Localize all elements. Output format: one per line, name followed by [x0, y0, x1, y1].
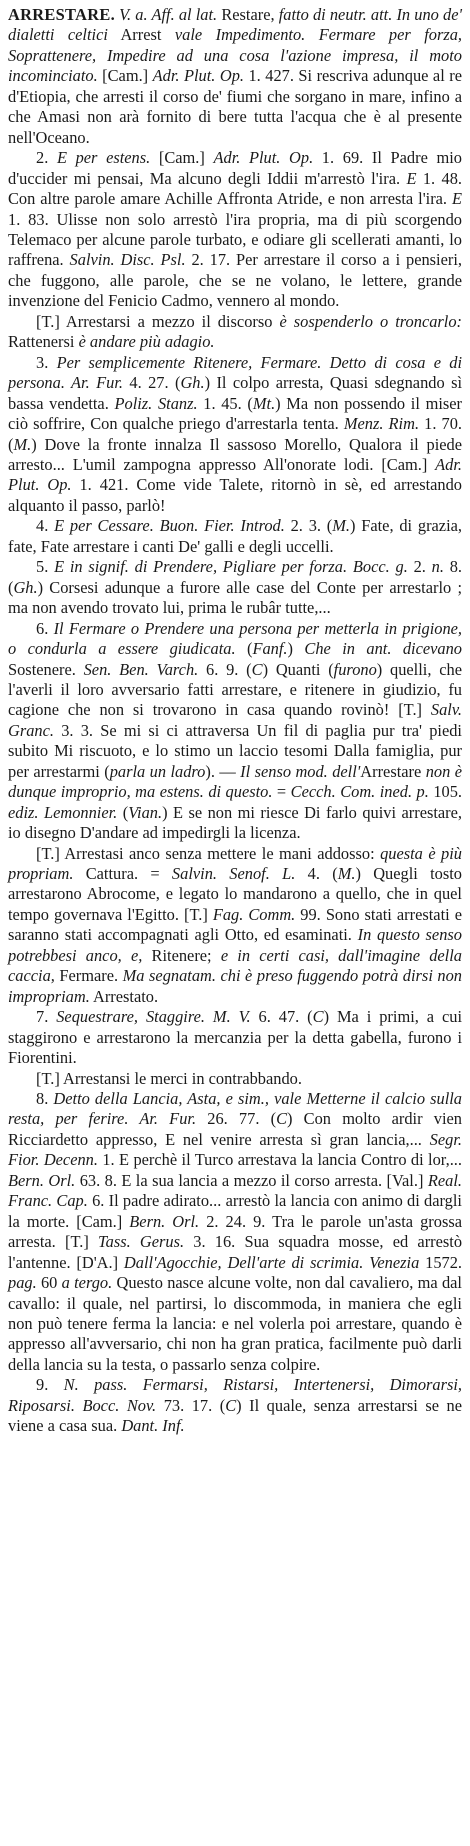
italic-text: E [406, 168, 417, 188]
body-text: 4. [36, 516, 55, 536]
body-text: ). — [205, 761, 241, 781]
body-text: ) Con molto ardir vien Ricciardetto appresso, E nel venire arresta sì gran lancia,... [8, 1109, 462, 1149]
body-text: 8. ( [8, 557, 462, 597]
body-text: 2. 3. ( [284, 516, 333, 536]
body-text: ( [235, 639, 253, 659]
italic-text: parla un ladro [109, 761, 206, 781]
italic-text: n. [431, 557, 444, 577]
italic-text: Per semplicemente Ritenere, Fermare. Detto di cosa e di persona. Ar. Fur. [8, 352, 463, 393]
entry-paragraph-2 [8, 312, 462, 353]
italic-text: Adr. Plut. Op. [8, 454, 462, 495]
italic-text: Gh. [180, 373, 205, 393]
italic-text: N. pass. Fermarsi, Ristarsi, Intertenersi, Dimorarsi, Riposarsi. Bocc. Nov. [8, 1375, 462, 1415]
entry-paragraph-4 [8, 516, 462, 557]
body-text: 8. [36, 1089, 54, 1109]
italic-text: C [312, 1007, 324, 1027]
italic-text: M. [337, 864, 356, 884]
italic-text: è andare più adagio. [78, 332, 215, 352]
italic-text: V. a. Aff. al lat. [114, 5, 218, 24]
italic-text: Bern. Orl. [8, 1170, 76, 1190]
body-text: ) Corsesi adunque a furore alle case del Conte per arrestarlo ; ma non avendo trovato lui, prima le rubâr tutte,... [8, 577, 462, 618]
italic-text: Mt. [252, 393, 276, 413]
entry-paragraph-5 [8, 557, 462, 618]
entry-paragraph-3 [8, 353, 462, 517]
body-text: ( [117, 802, 129, 822]
italic-text: E per estens. [56, 148, 151, 168]
entry-paragraph-11 [8, 1375, 462, 1436]
body-text: 9. [36, 1375, 64, 1395]
italic-text: Vian. [128, 802, 163, 822]
italic-text: è sospenderlo o troncarlo: [279, 311, 462, 331]
italic-text: Bern. Orl. [129, 1211, 200, 1231]
italic-text: a tergo. [61, 1273, 113, 1293]
italic-text: E per Cessare. Buon. Fier. Introd. [54, 516, 285, 536]
italic-text: Dall'Agocchie, Dell'arte di scrimia. Venezia [123, 1252, 420, 1272]
body-text: 3. 16. Sua squadra mosse, ed arrestò l'antenne. [D'A.] [8, 1232, 463, 1272]
body-text: 1. 69. Il Padre mio d'uccider mi pensai, Ma alcuno degli Iddii m'arrestò l'ira. [8, 148, 462, 188]
italic-text: Segr. Fior. Decenn. [8, 1129, 462, 1170]
body-text: 63. 8. E la sua lancia a mezzo il corso arresta. [Val.] [75, 1170, 428, 1190]
italic-text: E [451, 189, 462, 209]
body-text: ) quelli, che l'averli il loro avversario fatti arrestare, e ritenere in giudizio, fu cagione che non si trovarono in casa quando rovinò! [T.] [8, 659, 462, 720]
italic-text: Il senso mod. dell' [240, 761, 361, 781]
italic-text: Adr. Plut. Op. [152, 66, 244, 86]
headword: ARRESTARE. [8, 5, 115, 24]
italic-text: Sen. Ben. Varch. [83, 659, 199, 679]
body-text: ) Fate, di grazia, fate, Fate arrestare i canti De' galli e degli uccelli. [8, 516, 463, 556]
body-text: 60 [36, 1273, 62, 1293]
body-text: ) Il colpo arresta, Quasi sdegnando sì bassa vendetta. [8, 373, 462, 413]
italic-text: In questo senso potrebbesi anco, e, [8, 925, 462, 965]
body-text: 3. [36, 352, 57, 372]
italic-text: pag. [8, 1273, 37, 1293]
body-text: 1. 83. Ulisse non solo arrestò l'ira propria, ma di più scorgendo Telemaco per alcune parole turbato, e odiare gli scellerati amanti, lo raffrena. [8, 209, 462, 270]
body-text: [T.] Arrestansi le merci in contrabbando. [36, 1068, 302, 1088]
italic-text: Cecch. Com. ined. p. [290, 782, 429, 802]
body-text: Fermare. [54, 966, 123, 986]
body-text: 1. E perchè il Turco arrestava la lancia Contro di lor,... [97, 1150, 462, 1170]
italic-text: Fag. Comm. [212, 904, 296, 924]
body-text: 1. 48. Con altre parole amare Achille Affronta Atride, e non arresta l'ira. [8, 168, 462, 209]
body-text: 6. 9. ( [198, 659, 252, 679]
body-text: ) Il quale, senza arrestarsi se ne viene a casa sua. [8, 1395, 462, 1436]
italic-text: Adr. Plut. Op. [213, 148, 314, 168]
body-text: ) Quanti ( [262, 659, 334, 679]
entry-paragraph-0 [8, 5, 462, 148]
italic-text: ediz. Lemonnier. [8, 802, 118, 822]
entry-paragraph-1 [8, 148, 462, 312]
body-text: 1. 421. Come vide Talete, ritornò in sè, ed arrestando alquanto il passo, parlò! [8, 475, 463, 515]
italic-text: M. [332, 516, 350, 536]
body-text: ) Ma non possendo il miser ciò soffrire, Con qualche priego d'arrestarla tenta. [8, 393, 462, 434]
body-text: [Cam.] [97, 66, 153, 86]
italic-text: Salv. Granc. [8, 700, 462, 740]
body-text: ) E se non mi riesce Di farlo quivi arrestare, io disegno D'andare ad impedirgli la licenza. [8, 802, 463, 843]
entry-paragraph-8 [8, 1007, 462, 1068]
body-text: 1572. [419, 1252, 462, 1272]
body-text: Cattura. = [73, 864, 172, 884]
body-text: 2. [36, 148, 57, 168]
body-text: 26. 77. ( [196, 1109, 277, 1129]
body-text: 2. 24. 9. Tra le parole un'asta grossa arresta. [T.] [8, 1211, 462, 1252]
body-text: 5. [36, 557, 55, 577]
body-text: Arrestare [360, 761, 426, 781]
body-text: 7. [36, 1007, 57, 1027]
italic-text: furono [333, 659, 377, 679]
italic-text: C [276, 1109, 288, 1129]
entry-paragraph-6 [8, 619, 462, 844]
italic-text: Real. Franc. Cap. [8, 1170, 462, 1211]
italic-text: C [251, 659, 263, 679]
body-text: 2. 17. Per arrestare il corso a i pensieri, che fuggono, alle parole, che se ne volano, le lettere, grande invenzione del Fenicio Cadmo, vennero al mondo. [8, 250, 462, 311]
italic-text: Che in ant. dicevano [304, 639, 462, 659]
italic-text: Detto della Lancia, Asta, e sim., vale Metterne il calcio sulla resta, per ferire. Ar. Fur. [8, 1089, 462, 1129]
body-text: 99. Sono stati arrestati e saranno stati accompagnati agli Otto, ed esaminati. [8, 904, 462, 945]
body-text: [Cam.] [150, 148, 214, 168]
body-text: 3. 3. Se mi si ci attraversa Un fil di paglia pur tra' piedi subito Mi riscuoto, e lo stimo un laccio tesomi Dalla famiglia, pur per arrestarmi ( [8, 720, 462, 781]
body-text: Arrestato. [89, 986, 159, 1006]
italic-text: Fanf. [252, 639, 288, 659]
body-text: Arrest [107, 25, 175, 45]
italic-text: questa è più propriam. [8, 843, 462, 884]
italic-text: Ma segnatam. chi è preso fuggendo potrà dirsi non impropriam. [8, 966, 462, 1006]
italic-text: non è dunque improprio, ma estens. di questo. [8, 761, 462, 802]
italic-text: M. [13, 434, 32, 454]
body-text: Rattenersi [8, 332, 79, 352]
body-text: 1. 45. ( [197, 393, 253, 413]
body-text: 2. [407, 557, 432, 577]
italic-text: Salvin. Senof. L. [171, 864, 296, 884]
body-text: [T.] Arrestarsi a mezzo il discorso [36, 311, 280, 331]
body-text: Restare, [217, 5, 279, 24]
italic-text: Tass. Gerus. [98, 1232, 185, 1252]
body-text: ) Quegli tosto arrestarono Abrocome, e legato lo mandarono a quello, che in quel tempo governava l'Egitto. [T.] [8, 864, 462, 924]
italic-text: Gh. [13, 577, 38, 597]
body-text: ) [287, 639, 305, 659]
italic-text: E in signif. di Prendere, Pigliare per forza. Bocc. g. [54, 557, 408, 577]
body-text: = [272, 782, 291, 802]
italic-text: Dant. Inf. [121, 1416, 185, 1436]
italic-text: Sequestrare, Staggire. M. V. [56, 1007, 251, 1027]
entry-paragraph-9 [8, 1069, 462, 1089]
entry-paragraph-7 [8, 844, 462, 1008]
body-text: 105. [428, 782, 463, 802]
body-text: Ritenere; [142, 945, 221, 965]
body-text: 4. 27. ( [122, 373, 181, 393]
italic-text: Il Fermare o Prendere una persona per metterla in prigione, o condurla a essere giudicata. [8, 618, 463, 659]
italic-text: fatto di neutr. att. In uno de' dialetti celtici [8, 5, 462, 45]
body-text: [T.] Arrestasi anco senza mettere le mani addosso: [36, 843, 381, 863]
body-text: 4. ( [295, 864, 338, 884]
body-text: 6. Il padre adirato... arrestò la lancia con animo di dargli la morte. [Cam.] [8, 1191, 462, 1231]
italic-text: Menz. Rim. [343, 414, 420, 434]
italic-text: C [225, 1395, 237, 1415]
body-text: Sostenere. [8, 659, 84, 679]
italic-text: e in certi casi, dall'imagine della caccia, [8, 945, 462, 986]
body-text: 1. 70. ( [8, 414, 462, 454]
italic-text: Poliz. Stanz. [114, 393, 198, 413]
body-text: 6. 47. ( [250, 1007, 313, 1027]
body-text: 1. 427. Si rescriva adunque al re d'Etiopia, che arresti il corso de' fiumi che sorgano in mare, infino a che Amasi non arà fornito di bere tutta l'acqua che è al presente nell'Oceano. [8, 66, 462, 147]
body-text: ) Ma i primi, a cui staggirono e arrestarono la mercanzia per la detta gabella, furono i Fiorentini. [8, 1007, 463, 1068]
italic-text: vale Impedimento. Fermare per forza, Soprattenere, Impedire ad una cosa l'azione impresa, il moto incominciato. [8, 25, 462, 86]
body-text: 73. 17. ( [156, 1395, 226, 1415]
body-text: Questo nasce alcune volte, non dal cavaliero, ma dal cavallo: il quale, nel partirsi, lo discommoda, in maniera che egli non può tenere ferma la lancia: e nel volerla poi arrestare, quando è appresso all'avversario, chi non ha gran pratica, facilmente può darli della lancia su la testa, o passarlo senza colpire. [8, 1273, 462, 1374]
body-text: 6. [36, 618, 54, 638]
body-text: ) Dove la fronte innalza Il sassoso Morello, Qualora il piede arresto... L'umil zampogna appresso All'onorate lodi. [Cam.] [8, 434, 462, 474]
entry-paragraph-10 [8, 1089, 462, 1375]
italic-text: Salvin. Disc. Psl. [69, 250, 186, 270]
